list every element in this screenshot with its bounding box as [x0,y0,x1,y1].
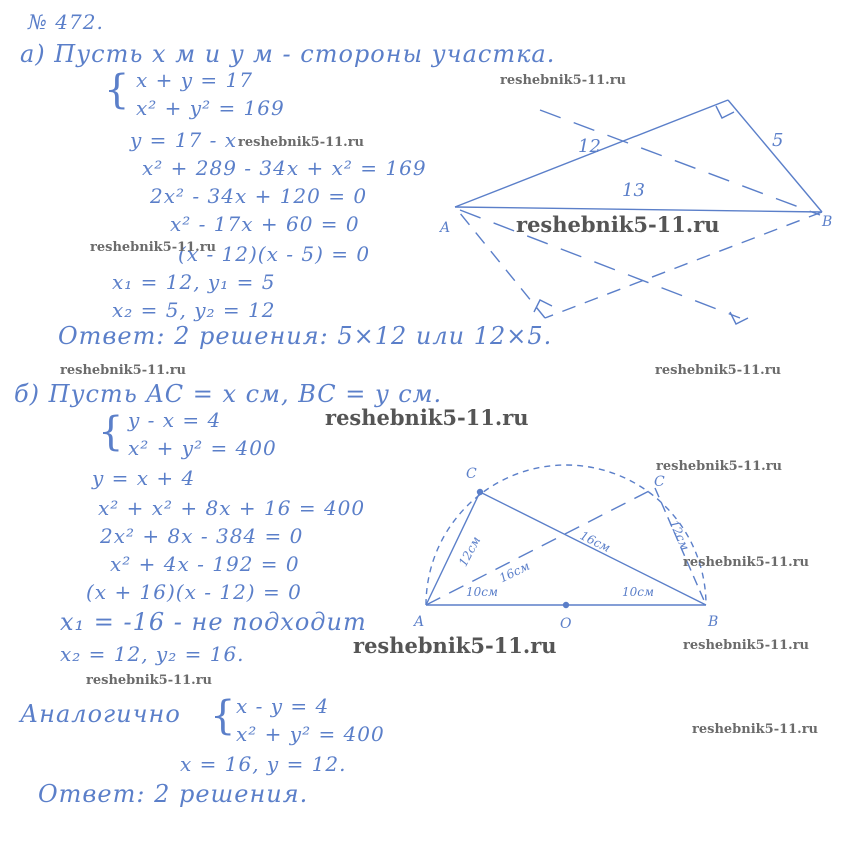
part-a-step-1: y = 17 - x [130,128,237,152]
part-b-step-3: 2x² + 8x - 384 = 0 [100,524,304,548]
part-b-system-eq-1: y - x = 4 [128,408,222,432]
part-b-system-brace: { [98,409,124,455]
part-a-answer: Ответ: 2 решения: 5×12 или 12×5. [58,322,553,350]
part-a-step-4: x² - 17x + 60 = 0 [170,212,360,236]
fig-b-side-cb [480,492,706,605]
fig-b-label-b: B [708,614,719,630]
part-b-step-2: x² + x² + 8x + 16 = 400 [98,496,366,520]
part-a-intro: а) Пусть x м и y м - стороны участка. [20,40,556,68]
watermark: reshebnik5-11.ru [500,73,627,88]
problem-number: № 472. [28,10,104,34]
watermark: reshebnik5-11.ru [90,240,217,255]
fig-a-label-12: 12 [578,136,601,157]
watermark: reshebnik5-11.ru [683,555,810,570]
part-b-analog-eq-2: x² + y² = 400 [236,722,385,746]
fig-a-side-right [728,100,822,212]
part-b-answer: Ответ: 2 решения. [38,780,309,808]
fig-a-right-angle-2 [534,300,552,312]
fig-a-label-13: 13 [622,180,645,201]
part-a-step-5: (x - 12)(x - 5) = 0 [178,242,371,266]
part-a-system-brace: { [104,67,130,113]
fig-b-label-ao: 10см [466,585,498,599]
part-b-step-4: x² + 4x - 192 = 0 [110,552,300,576]
watermark-large: reshebnik5-11.ru [353,633,557,658]
part-a-step-2: x² + 289 - 34x + x² = 169 [142,156,427,180]
part-a-system-eq-1: x + y = 17 [136,68,253,92]
fig-b-label-a: A [414,614,425,630]
watermark-large: reshebnik5-11.ru [516,212,720,237]
part-b-step-5: (x + 16)(x - 12) = 0 [86,580,302,604]
watermark-large: reshebnik5-11.ru [325,405,529,430]
part-a-step-3: 2x² - 34x + 120 = 0 [150,184,368,208]
fig-a-right-angle-1 [716,106,734,118]
fig-a-label-5: 5 [772,130,784,151]
fig-a-label-a: A [440,220,451,236]
watermark: reshebnik5-11.ru [60,363,187,378]
watermark: reshebnik5-11.ru [655,363,782,378]
part-b-analog-result: x = 16, y = 12. [180,752,347,776]
watermark: reshebnik5-11.ru [656,459,783,474]
fig-b-label-cb: 16см [577,528,613,555]
watermark: reshebnik5-11.ru [238,135,365,150]
part-a-step-6: x₁ = 12, y₁ = 5 [112,270,276,294]
fig-a-dash-1 [540,110,820,215]
part-a-system-eq-2: x² + y² = 169 [136,96,285,120]
fig-b-point-o [564,603,569,608]
fig-b-label-ac-inner: 16см [497,558,532,586]
part-b-step-7: x₂ = 12, y₂ = 16. [60,642,245,666]
fig-b-label-c: C [466,466,477,482]
fig-b-label-ob: 10см [622,585,654,599]
fig-b-label-c2b: 12см [666,517,693,553]
fig-b-point-c [478,490,483,495]
fig-b-label-o: O [560,616,572,632]
fig-b-label-c2: C [654,474,665,490]
fig-a-label-b: B [822,214,833,230]
fig-b-label-ac: 12см [455,534,484,569]
watermark: reshebnik5-11.ru [683,638,810,653]
part-b-step-1: y = x + 4 [92,466,196,490]
part-b-step-6: x₁ = -16 - не подходит [60,608,367,636]
fig-b-side-ac2 [426,488,655,605]
part-a-step-7: x₂ = 5, y₂ = 12 [112,298,276,322]
part-b-analog-brace: { [210,693,236,739]
part-b-system-eq-2: x² + y² = 400 [128,436,277,460]
watermark: reshebnik5-11.ru [86,673,213,688]
part-b-analog-eq-1: x - y = 4 [236,694,330,718]
part-b-intro: б) Пусть AC = x см, BC = y см. [14,380,443,408]
watermark: reshebnik5-11.ru [692,722,819,737]
part-b-analog-label: Аналогично [20,700,181,728]
